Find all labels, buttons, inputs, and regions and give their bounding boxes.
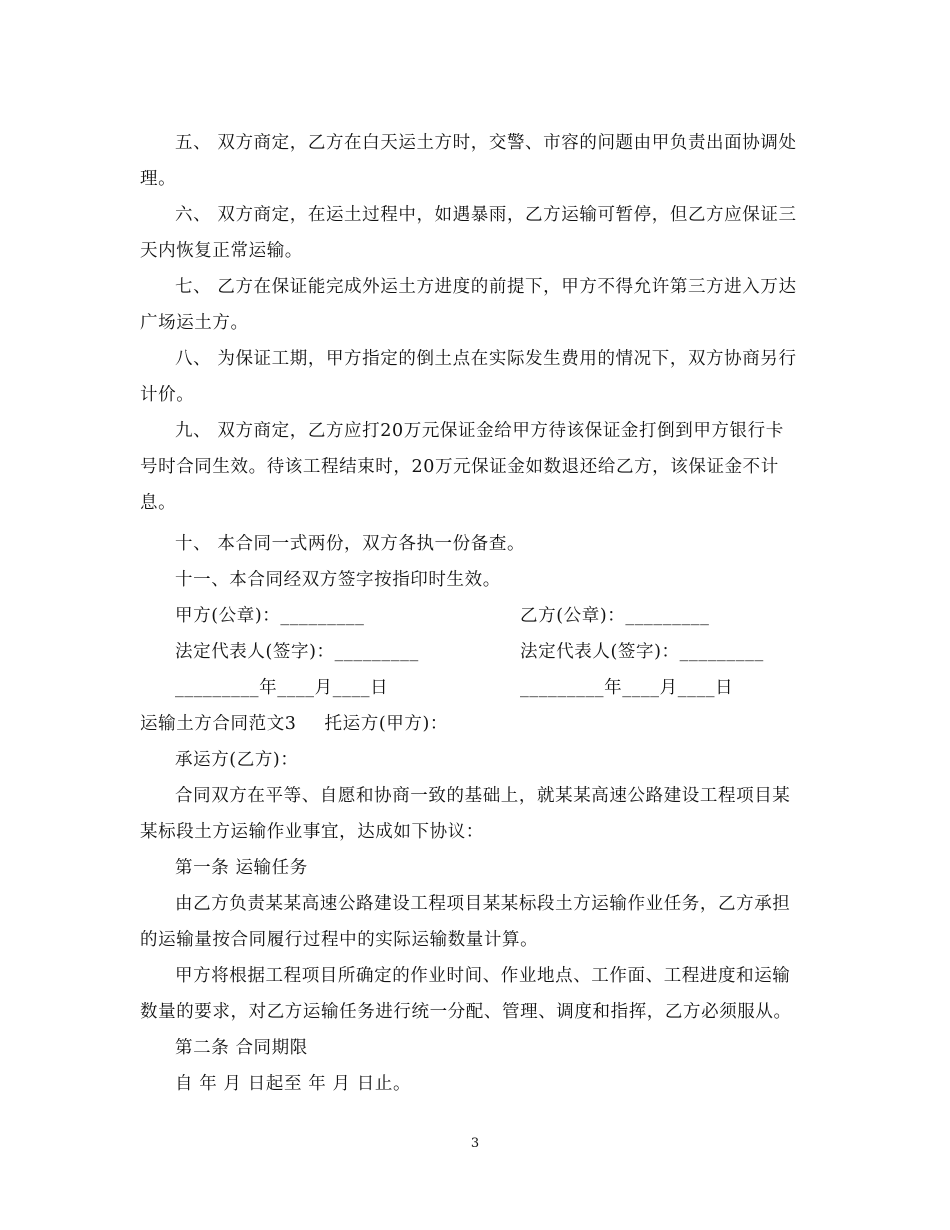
page-number: 3 <box>470 1136 480 1151</box>
clause-11: 十一、本合同经双方签字按指印时生效。 <box>175 570 501 590</box>
clause-6: 六、 双方商定，在运土过程中，如遇暴雨，乙方运输可暂停，但乙方应保证三天内恢复正常运输。 <box>140 205 797 261</box>
sample-3-title: 运输土方合同范文3 <box>140 714 297 734</box>
article-2-paragraph-1: 自 年 月 日起至 年 月 日止。 <box>175 1074 412 1094</box>
party-a-date: _________年____月____日 <box>175 678 389 698</box>
clause-8: 八、 为保证工期，甲方指定的倒土点在实际发生费用的情况下，双方协商另行计价。 <box>140 349 797 405</box>
contract-intro: 合同双方在平等、自愿和协商一致的基础上，就某某高速公路建设工程项目某某标段土方运输作业事宜，达成如下协议： <box>140 786 791 842</box>
article-1-paragraph-2: 甲方将根据工程项目所确定的作业时间、作业地点、工作面、工程进度和运输数量的要求，对乙方运输任务进行统一分配、管理、调度和指挥，乙方必须服从。 <box>140 966 792 1022</box>
party-b-seal: 乙方(公章)：_________ <box>520 606 710 626</box>
article-2-title: 第二条 合同期限 <box>175 1038 308 1058</box>
party-b-representative: 法定代表人(签字)：_________ <box>520 642 764 662</box>
clause-5: 五、 双方商定，乙方在白天运土方时，交警、市容的问题由甲负责出面协调处理。 <box>140 133 797 189</box>
clause-10: 十、 本合同一式两份，双方各执一份备查。 <box>175 534 526 554</box>
shipper-label: 托运方(甲方)： <box>324 714 449 734</box>
party-a-representative: 法定代表人(签字)：_________ <box>175 642 419 662</box>
clause-7: 七、 乙方在保证能完成外运土方进度的前提下，甲方不得允许第三方进入万达广场运土方。 <box>140 277 797 333</box>
carrier-label: 承运方(乙方)： <box>175 750 299 770</box>
sample-3-heading-line <box>140 706 448 742</box>
party-b-date: _________年____月____日 <box>520 678 734 698</box>
clause-9: 九、 双方商定，乙方应打20万元保证金给甲方待该保证金打倒到甲方银行卡号时合同生效。待该工程结束时，20万元保证金如数退还给乙方，该保证金不计息。 <box>140 421 784 513</box>
party-a-seal: 甲方(公章)：_________ <box>175 606 365 626</box>
article-1-paragraph-1: 由乙方负责某某高速公路建设工程项目某某标段土方运输作业任务，乙方承担的运输量按合同履行过程中的实际运输数量计算。 <box>140 894 791 950</box>
article-1-title: 第一条 运输任务 <box>175 858 308 878</box>
